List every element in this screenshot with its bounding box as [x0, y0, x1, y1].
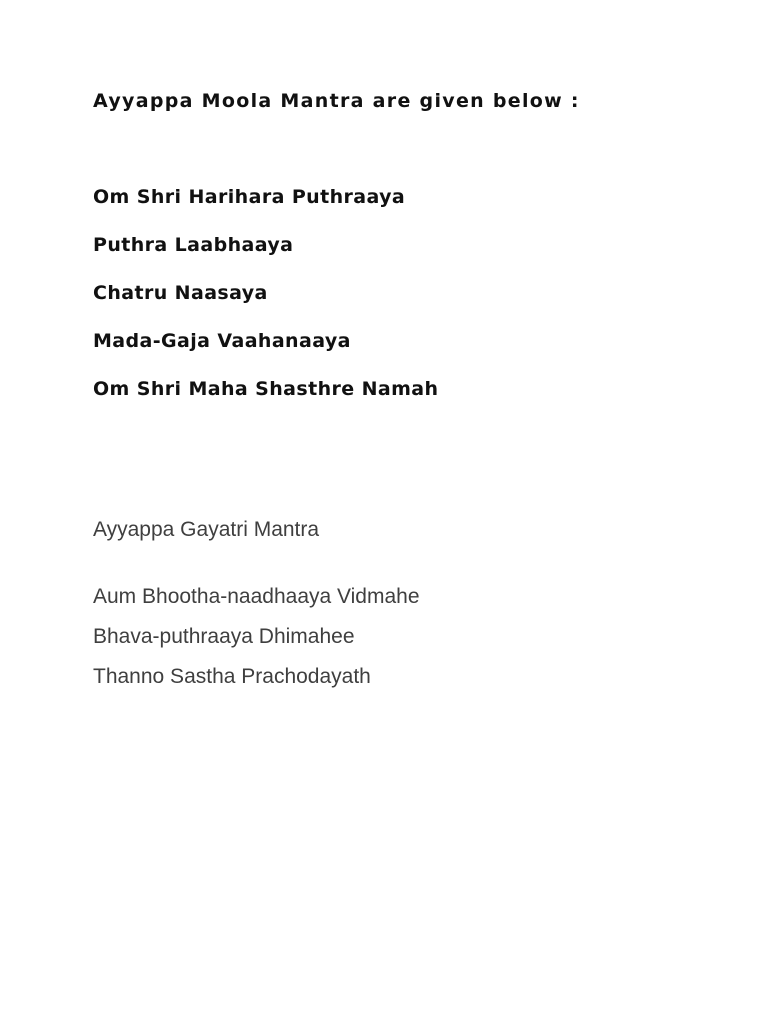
- moola-mantra-heading: Ayyappa Moola Mantra are given below :: [93, 90, 580, 112]
- gayatri-mantra-heading: Ayyappa Gayatri Mantra: [93, 518, 320, 541]
- gayatri-mantra-line-3: Thanno Sastha Prachodayath: [93, 665, 371, 688]
- moola-mantra-line-4: Mada-Gaja Vaahanaaya: [93, 330, 351, 352]
- gayatri-mantra-line-1: Aum Bhootha-naadhaaya Vidmahe: [93, 585, 420, 608]
- moola-mantra-line-1: Om Shri Harihara Puthraaya: [93, 186, 406, 208]
- moola-mantra-line-2: Puthra Laabhaaya: [93, 234, 294, 256]
- moola-mantra-line-3: Chatru Naasaya: [93, 282, 268, 304]
- moola-mantra-line-5: Om Shri Maha Shasthre Namah: [93, 378, 439, 400]
- gayatri-mantra-line-2: Bhava-puthraaya Dhimahee: [93, 625, 355, 648]
